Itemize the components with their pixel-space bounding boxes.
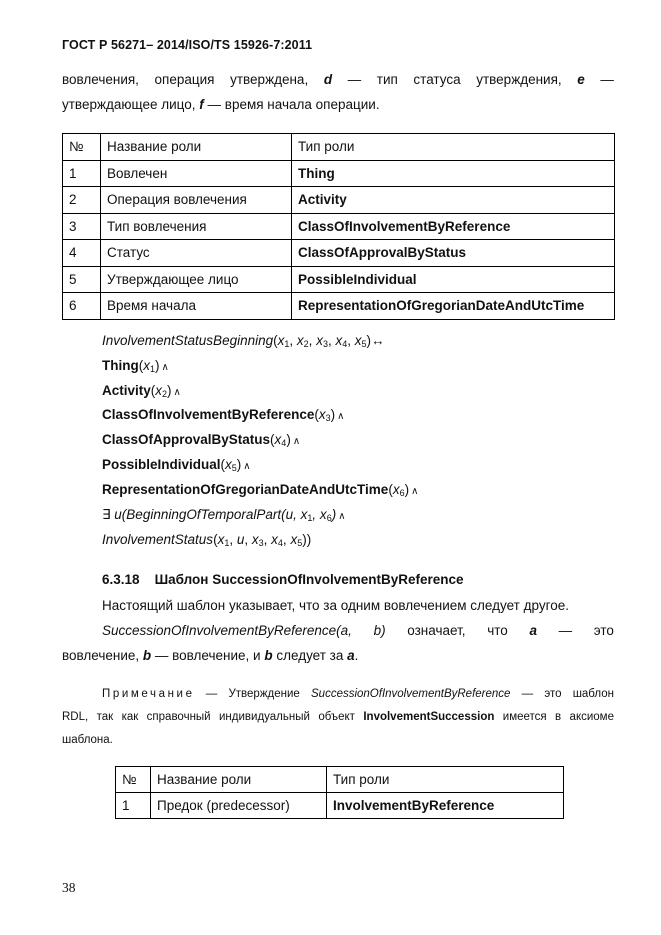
pred-name: ClassOfApprovalByStatus <box>102 432 271 447</box>
subscript: 1 <box>150 364 156 374</box>
subscript: 3 <box>322 339 328 349</box>
note-text: — это шаблон <box>521 688 614 700</box>
table-cell: Статус <box>101 240 292 267</box>
formula-line: $RepresentationOfGregorianDateAndUtcTime(x_6)$ ∧ <box>102 482 419 498</box>
table-row <box>63 266 615 293</box>
var: x <box>316 333 323 348</box>
table-cell: Тип вовлечения <box>101 213 292 240</box>
note-text: имеется в аксиоме <box>502 711 614 723</box>
table-cell: RepresentationOfGregorianDateAndUtcTime <box>292 293 615 320</box>
and-symbol: ∧ <box>411 486 419 497</box>
formula-line <box>102 507 346 523</box>
table-cell: ClassOfInvolvementByReference <box>292 213 615 240</box>
body-paragraph-2-line-2 <box>62 643 614 669</box>
note-label: Примечание <box>102 688 195 700</box>
subscript: 1 <box>284 339 290 349</box>
subscript: 5 <box>297 538 303 548</box>
pred-name: PossibleIndividual <box>102 457 221 472</box>
formula-text: u(BeginningOfTemporalPart(u, x <box>114 507 308 522</box>
and-symbol: ∧ <box>292 436 301 447</box>
var-f: f <box>199 97 204 112</box>
template-name: SuccessionOfInvolvementByReference <box>102 623 337 638</box>
pred-name: ClassOfInvolvementByReference <box>102 407 315 422</box>
note-line-3: шаблона. <box>62 734 113 746</box>
intro-text: — время начала операции. <box>207 97 380 112</box>
subscript: 3 <box>325 413 331 423</box>
intro-text: операция <box>154 72 215 87</box>
body-text: следует за <box>276 648 344 663</box>
table-row <box>63 160 615 187</box>
var: x <box>296 333 304 348</box>
formula-name: InvolvementStatusBeginning <box>102 333 274 348</box>
var: x <box>225 457 232 472</box>
table-cell: 4 <box>63 240 101 267</box>
body-text: вовлечение, <box>62 648 140 663</box>
header-cell: № <box>63 134 101 161</box>
var-a: a <box>347 648 355 663</box>
var-b: b <box>264 648 273 663</box>
table-header-row <box>116 767 564 793</box>
var-a: a <box>529 623 537 638</box>
subscript: 4 <box>342 339 348 349</box>
and-symbol: ∧ <box>161 362 169 373</box>
exists-symbol: ∃ <box>102 507 111 522</box>
var-b: b <box>142 648 152 663</box>
var: x <box>318 407 326 422</box>
subscript: 6 <box>326 513 332 523</box>
body-paragraph-2-line-1 <box>102 618 614 644</box>
formula-text: )) <box>302 532 312 547</box>
subscript: 5 <box>361 339 367 349</box>
body-text: — <box>558 623 573 638</box>
roles-table-2 <box>115 766 564 819</box>
roles-table-1 <box>62 133 615 320</box>
subscript: 5 <box>231 463 237 473</box>
subscript: 4 <box>277 538 283 548</box>
intro-text: утверждения, <box>476 72 562 87</box>
var-e: e <box>577 72 585 87</box>
table-cell: Предок (predecessor) <box>151 793 327 819</box>
table-cell: 5 <box>63 266 101 293</box>
subscript: 2 <box>303 339 309 349</box>
intro-text: — тип <box>347 72 398 87</box>
table-row <box>63 187 615 214</box>
formula-line: $PossibleIndividual(x_5)$ ∧ <box>102 457 251 473</box>
note-object-name: InvolvementSuccession <box>363 711 495 723</box>
intro-text: утверждающее лицо, <box>62 97 196 112</box>
section-number: 6.3.18 <box>102 572 140 587</box>
header-cell: Название роли <box>151 767 327 793</box>
formula-line: $Activity(x_2)$ ∧ <box>102 383 181 399</box>
note-line-1 <box>102 683 614 706</box>
body-text: (a, <box>336 623 352 638</box>
formula-line-head: $InvolvementStatusBeginning(x_1$, $x_2$, $x_3$, $x_4$, $x_5)\leftrightarrow$ <box>102 333 385 349</box>
table-cell: 1 <box>116 793 151 819</box>
var: x <box>155 383 163 398</box>
formula-line: $Thing(x_1)$ ∧ <box>102 358 169 374</box>
and-symbol: ∧ <box>337 411 345 422</box>
table-cell: ClassOfApprovalByStatus <box>292 240 615 267</box>
header-cell: № <box>116 767 151 793</box>
intro-line-1 <box>62 67 614 93</box>
subscript: 6 <box>399 488 405 498</box>
var: x <box>274 432 282 447</box>
note-text: — Утверждение <box>205 688 300 700</box>
var: x <box>335 333 343 348</box>
subscript: 1 <box>307 513 313 523</box>
table-cell: InvolvementByReference <box>327 793 564 819</box>
note-line-2 <box>62 706 614 729</box>
table-cell: 3 <box>63 213 101 240</box>
body-text: b) <box>373 623 386 638</box>
body-text: означает, <box>407 623 466 638</box>
table-cell: Операция вовлечения <box>101 187 292 214</box>
page-number: 38 <box>62 880 76 895</box>
subscript: 3 <box>258 538 264 548</box>
table-cell: 2 <box>63 187 101 214</box>
table-row <box>63 240 615 267</box>
intro-text: статуса <box>413 72 461 87</box>
note-text: RDL, так как справочный индивидуальный объект <box>62 711 355 723</box>
body-text: — вовлечение, и <box>154 648 261 663</box>
body-text: что <box>487 623 508 638</box>
table-header-row <box>63 134 615 161</box>
table-cell: Thing <box>292 160 615 187</box>
subscript: 4 <box>281 438 287 448</box>
and-symbol: ∧ <box>338 511 346 522</box>
intro-text: — <box>600 72 614 87</box>
var: x <box>354 333 362 348</box>
var: x <box>217 532 225 547</box>
table-row <box>63 293 615 320</box>
formula-line: $InvolvementStatus(x_1$, u, $x_3$, $x_4$, $x_5$)) <box>102 532 312 548</box>
pred-name: RepresentationOfGregorianDateAndUtcTime <box>102 482 389 497</box>
header-cell: Тип роли <box>327 767 564 793</box>
table-cell: PossibleIndividual <box>292 266 615 293</box>
document-header: ГОСТ Р 56271– 2014/ISO/TS 15926-7:2011 <box>62 38 313 52</box>
var-d: d <box>323 72 333 87</box>
body-paragraph-1: Настоящий шаблон указывает, что за одним вовлечением следует другое. <box>102 598 569 613</box>
table-cell: Время начала <box>101 293 292 320</box>
intro-text: вовлечения, <box>62 72 139 87</box>
intro-line-2 <box>62 92 614 118</box>
header-cell: Название роли <box>101 134 292 161</box>
pred-name: Activity <box>102 383 151 398</box>
formula-name: InvolvementStatus <box>102 532 214 547</box>
formula-text: ) <box>331 507 337 522</box>
body-text: это <box>593 623 614 638</box>
var: x <box>271 532 278 547</box>
body-text: . <box>354 648 359 663</box>
pred-name: Thing <box>102 358 139 373</box>
var: x <box>251 532 259 547</box>
note-template-name: SuccessionOfInvolvementByReference <box>311 688 511 700</box>
formula-text: , x <box>312 507 327 522</box>
formula-line: $ClassOfInvolvementByReference(x_3)$ ∧ <box>102 407 345 423</box>
var: x <box>392 482 400 497</box>
var: x <box>143 358 150 373</box>
formula-line: $ClassOfApprovalByStatus(x_4)$ ∧ <box>102 432 301 448</box>
subscript: 2 <box>162 389 168 399</box>
section-title: Шаблон SuccessionOfInvolvementByReference <box>154 572 464 587</box>
section-heading <box>102 572 464 587</box>
table-cell: 1 <box>63 160 101 187</box>
table-cell: Утверждающее лицо <box>101 266 292 293</box>
iff-symbol: ↔ <box>371 333 385 348</box>
intro-text: утверждена, <box>230 72 309 87</box>
var: x <box>290 532 298 547</box>
table-cell: 6 <box>63 293 101 320</box>
table-row <box>116 793 564 819</box>
table-cell: Activity <box>292 187 615 214</box>
header-cell: Тип роли <box>292 134 615 161</box>
var: x <box>277 333 285 348</box>
and-symbol: ∧ <box>243 461 251 472</box>
table-row <box>63 213 615 240</box>
table-cell: Вовлечен <box>101 160 292 187</box>
and-symbol: ∧ <box>173 387 181 398</box>
subscript: 1 <box>224 538 230 548</box>
